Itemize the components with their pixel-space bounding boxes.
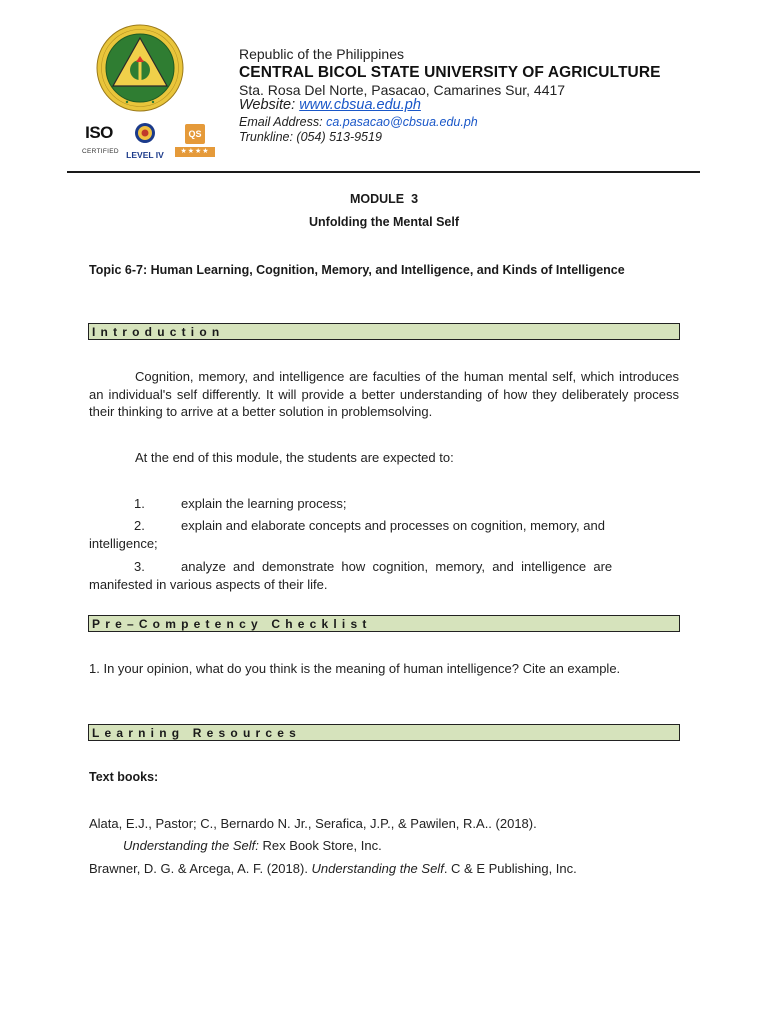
website-link[interactable]: www.cbsua.edu.ph	[299, 97, 421, 113]
iso-badge-text: ISO	[85, 123, 113, 142]
level-iv-badge	[122, 122, 168, 162]
section-bar-introduction: Introduction	[88, 323, 680, 340]
reference-2	[89, 861, 577, 876]
website-line	[239, 97, 421, 113]
university-name: CENTRAL BICOL STATE UNIVERSITY OF AGRICULTURE	[239, 64, 661, 81]
reference-1-line1: Alata, E.J., Pastor; C., Bernardo N. Jr., Serafica, J.P., & Pawilen, R.A.. (2018).	[89, 816, 537, 831]
email-label: Email Address:	[239, 115, 327, 129]
header-divider	[67, 171, 700, 173]
qs-logo: QS	[185, 124, 205, 144]
section-bar-pre-competency: Pre–Competency Checklist	[88, 615, 680, 632]
module-title: MODULE 3	[349, 192, 419, 206]
objective-3-text: analyze and demonstrate how cognition, memory, and intelligence are	[181, 559, 613, 574]
qs-stars: ★★★★	[175, 147, 215, 157]
objective-1-number: 1.	[134, 496, 145, 511]
iso-certified-badge	[82, 123, 119, 162]
iso-badge-subtext: CERTIFIED	[82, 148, 119, 155]
republic-line: Republic of the Philippines	[239, 46, 404, 62]
university-address: Sta. Rosa Del Norte, Pasacao, Camarines Sur, 4417	[239, 82, 566, 98]
email-line	[239, 115, 478, 129]
checklist-question-1: 1. In your opinion, what do you think is the meaning of human intelligence? Cite an example.	[89, 661, 621, 676]
trunkline: Trunkline: (054) 513-9519	[239, 130, 382, 144]
objective-3-continuation: manifested in various aspects of their life.	[89, 577, 328, 592]
objective-2-text: explain and elaborate concepts and processes on cognition, memory, and	[181, 518, 605, 533]
objective-2-number: 2.	[134, 518, 145, 533]
reference-2-title: Understanding the Self	[311, 861, 444, 876]
reference-1-title: Understanding the Self:	[123, 838, 259, 853]
university-seal-logo	[96, 24, 184, 112]
intro-paragraph: Cognition, memory, and intelligence are faculties of the human mental self, which introduces an individual's self differently. It will provide a better understanding of how they deliberately process their thinking to arrive at a better solution in problemsolving.	[89, 369, 679, 419]
reference-2-authors: Brawner, D. G. & Arcega, A. F. (2018).	[89, 861, 312, 876]
website-label: Website:	[239, 97, 300, 113]
objectives-lead: At the end of this module, the students are expected to:	[135, 450, 454, 465]
objective-1-text: explain the learning process;	[181, 496, 347, 511]
section-bar-learning-resources: Learning Resources	[88, 724, 680, 741]
module-subtitle: Unfolding the Mental Self	[309, 215, 459, 229]
topic-heading: Topic 6-7: Human Learning, Cognition, Memory, and Intelligence, and Kinds of Intelligence	[89, 263, 625, 277]
reference-2-publisher: . C & E Publishing, Inc.	[443, 861, 577, 876]
reference-1-publisher: Rex Book Store, Inc.	[258, 838, 382, 853]
qs-stars-badge	[175, 124, 215, 160]
accreditation-seal-icon	[134, 122, 156, 144]
textbooks-label: Text books:	[89, 770, 159, 784]
email-value[interactable]: ca.pasacao@cbsua.edu.ph	[326, 115, 478, 129]
objective-3-number: 3.	[134, 559, 145, 574]
reference-1-line2	[123, 838, 382, 853]
objective-2-continuation: intelligence;	[89, 536, 158, 551]
level-badge-text: LEVEL IV	[126, 150, 164, 160]
